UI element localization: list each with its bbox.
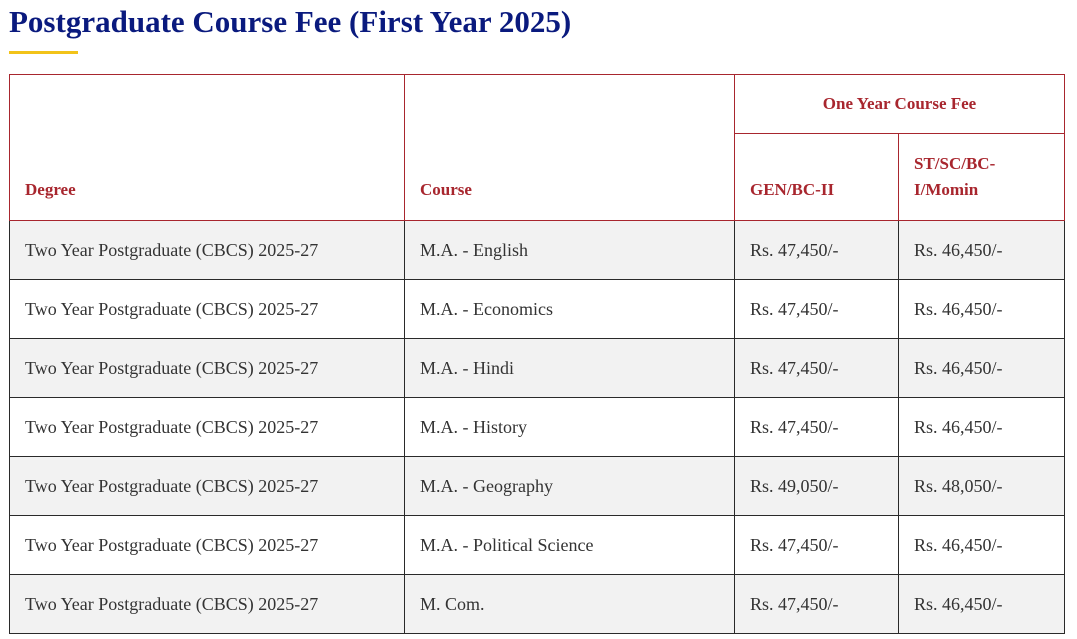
cell-st-sc-fee: Rs. 46,450/- — [899, 398, 1065, 457]
cell-course: M.A. - Economics — [405, 280, 735, 339]
fee-table-header — [10, 75, 1065, 221]
cell-gen-fee: Rs. 47,450/- — [735, 516, 899, 575]
header-degree: Degree — [10, 75, 405, 221]
cell-st-sc-fee: Rs. 46,450/- — [899, 516, 1065, 575]
cell-gen-fee: Rs. 47,450/- — [735, 221, 899, 280]
cell-gen-fee: Rs. 49,050/- — [735, 457, 899, 516]
cell-course: M.A. - Geography — [405, 457, 735, 516]
cell-gen-fee: Rs. 47,450/- — [735, 280, 899, 339]
fee-table — [9, 74, 1065, 634]
cell-course: M. Com. — [405, 575, 735, 634]
table-row — [10, 575, 1065, 634]
title-underline — [9, 51, 78, 54]
cell-course: M.A. - English — [405, 221, 735, 280]
table-row — [10, 398, 1065, 457]
page-title: Postgraduate Course Fee (First Year 2025) — [9, 4, 572, 39]
header-course: Course — [405, 75, 735, 221]
cell-degree: Two Year Postgraduate (CBCS) 2025-27 — [10, 516, 405, 575]
table-row — [10, 280, 1065, 339]
table-row — [10, 516, 1065, 575]
cell-degree: Two Year Postgraduate (CBCS) 2025-27 — [10, 575, 405, 634]
cell-course: M.A. - Political Science — [405, 516, 735, 575]
cell-degree: Two Year Postgraduate (CBCS) 2025-27 — [10, 280, 405, 339]
cell-st-sc-fee: Rs. 46,450/- — [899, 280, 1065, 339]
cell-gen-fee: Rs. 47,450/- — [735, 339, 899, 398]
cell-st-sc-fee: Rs. 48,050/- — [899, 457, 1065, 516]
cell-st-sc-fee: Rs. 46,450/- — [899, 339, 1065, 398]
cell-degree: Two Year Postgraduate (CBCS) 2025-27 — [10, 457, 405, 516]
header-fee-group: One Year Course Fee — [735, 75, 1065, 134]
header-st-sc: ST/SC/BC-I/Momin — [899, 134, 1065, 221]
header-gen: GEN/BC-II — [735, 134, 899, 221]
cell-course: M.A. - History — [405, 398, 735, 457]
table-row — [10, 221, 1065, 280]
cell-course: M.A. - Hindi — [405, 339, 735, 398]
cell-degree: Two Year Postgraduate (CBCS) 2025-27 — [10, 398, 405, 457]
cell-degree: Two Year Postgraduate (CBCS) 2025-27 — [10, 339, 405, 398]
table-row — [10, 457, 1065, 516]
cell-gen-fee: Rs. 47,450/- — [735, 575, 899, 634]
cell-st-sc-fee: Rs. 46,450/- — [899, 575, 1065, 634]
table-row — [10, 339, 1065, 398]
fee-table-body — [10, 221, 1065, 634]
cell-degree: Two Year Postgraduate (CBCS) 2025-27 — [10, 221, 405, 280]
cell-st-sc-fee: Rs. 46,450/- — [899, 221, 1065, 280]
cell-gen-fee: Rs. 47,450/- — [735, 398, 899, 457]
